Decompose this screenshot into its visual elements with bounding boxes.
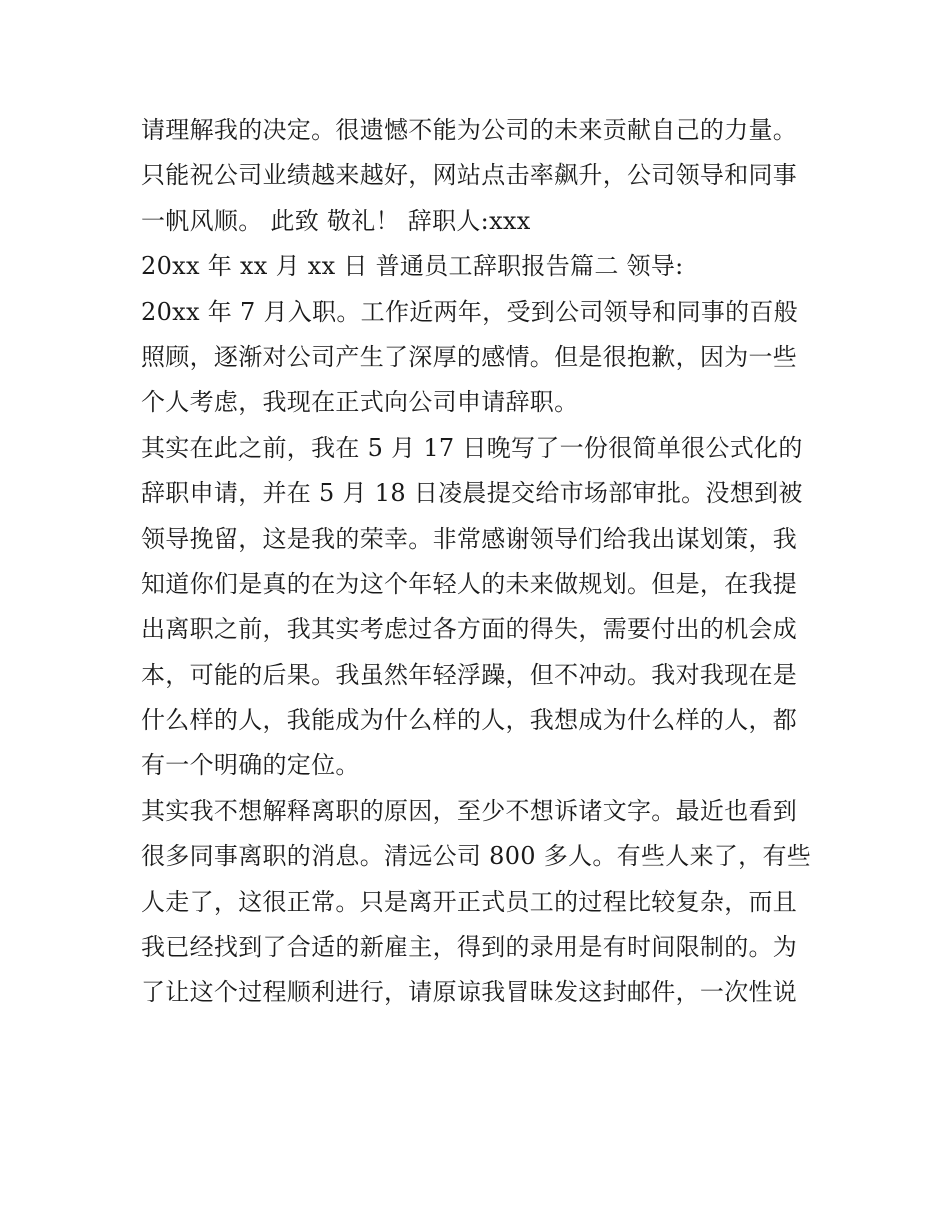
text-line: 辞职申请，并在 5 月 18 日凌晨提交给市场部审批。没想到被: [141, 479, 803, 508]
text-line: 请理解我的决定。很遗憾不能为公司的未来贡献自己的力量。: [141, 116, 798, 144]
text-line: 知道你们是真的在为这个年轻人的未来做规划。但是，在我提: [141, 569, 798, 598]
text-line: 20xx 年 xx 月 xx 日 普通员工辞职报告篇二 领导:: [141, 252, 684, 281]
text-line: 领导挽留，这是我的荣幸。非常感谢领导们给我出谋划策，我: [141, 524, 798, 553]
text-line: 什么样的人，我能成为什么样的人，我想成为什么样的人，都: [141, 706, 798, 735]
document-body: [141, 108, 821, 1016]
text-line: 一帆风顺。 此致 敬礼！ 辞职人:xxx: [141, 206, 531, 235]
text-line: 其实我不想解释离职的原因，至少不想诉诸文字。最近也看到: [141, 796, 798, 825]
text-line: 本，可能的后果。我虽然年轻浮躁，但不冲动。我对我现在是: [141, 660, 798, 689]
text-line: 人走了，这很正常。只是离开正式员工的过程比较复杂，而且: [141, 887, 798, 916]
text-line: 有一个明确的定位。: [141, 751, 360, 780]
text-line: 只能祝公司业绩越来越好，网站点击率飙升，公司领导和同事: [141, 161, 798, 190]
text-line: 照顾，逐渐对公司产生了深厚的感情。但是很抱歉，因为一些: [141, 342, 798, 371]
text-line: 个人考虑，我现在正式向公司申请辞职。: [141, 388, 579, 417]
text-line: 我已经找到了合适的新雇主，得到的录用是有时间限制的。为: [141, 933, 798, 962]
text-line: 了让这个过程顺利进行，请原谅我冒昧发这封邮件，一次性说: [141, 978, 798, 1007]
text-line: 20xx 年 7 月入职。工作近两年，受到公司领导和同事的百般: [141, 297, 799, 326]
text-line: 出离职之前，我其实考虑过各方面的得失，需要付出的机会成: [141, 615, 798, 644]
text-line: 很多同事离职的消息。清远公司 800 多人。有些人来了，有些: [141, 842, 812, 871]
text-line: 其实在此之前，我在 5 月 17 日晚写了一份很简单很公式化的: [141, 433, 803, 462]
